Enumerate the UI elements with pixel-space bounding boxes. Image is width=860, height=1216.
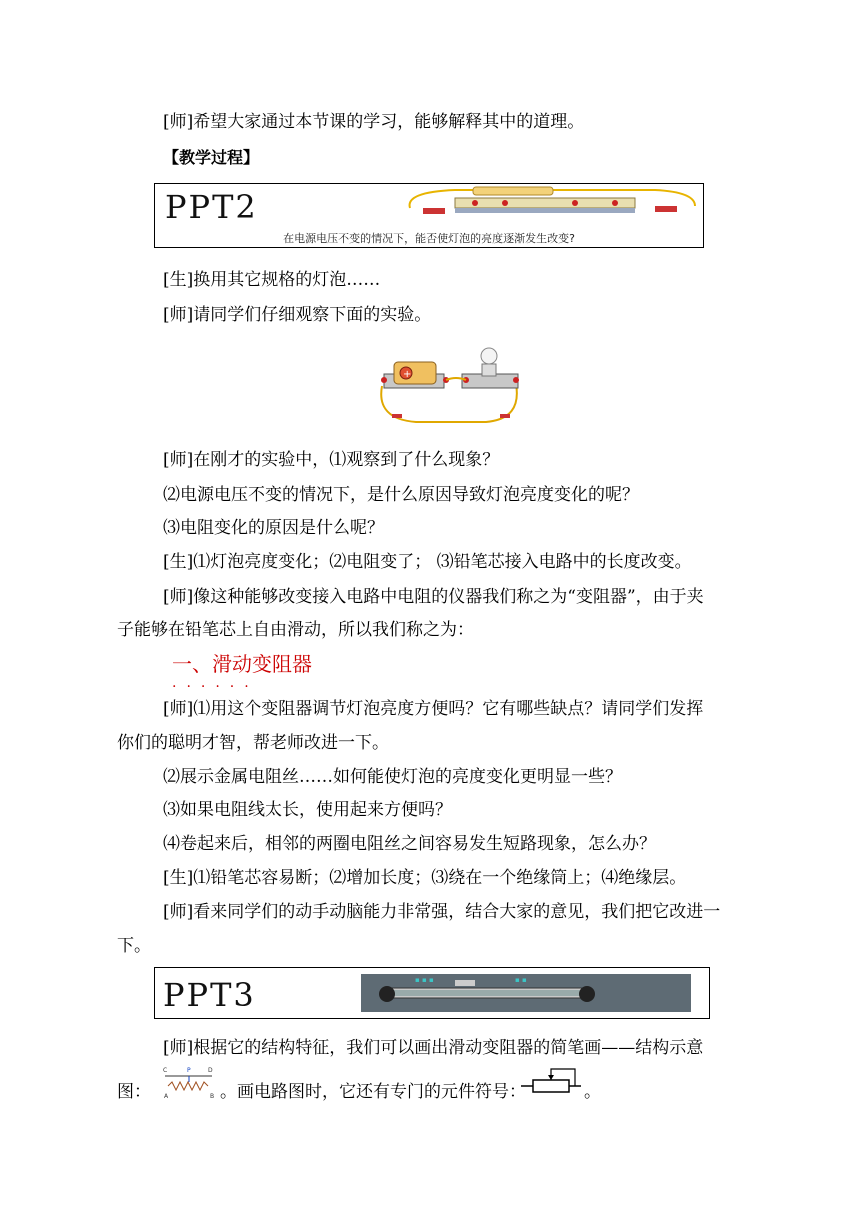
ppt2-slide: [154, 183, 704, 248]
paragraph-1: [师]希望大家通过本节课的学习，能够解释其中的道理。: [163, 112, 585, 132]
section-heading-teaching-process: 【教学过程】: [163, 148, 260, 167]
paragraph-12: ⑷卷起来后，相邻的两圈电阻丝之间容易发生短路现象，怎么办？: [163, 834, 656, 854]
circuit-experiment-image: [376, 344, 526, 428]
paragraph-15b-end: 。: [584, 1082, 601, 1102]
paragraph-9b: 你们的聪明才智，帮老师改进一下。: [117, 733, 389, 753]
paragraph-15b-prefix: 图：: [117, 1082, 151, 1102]
paragraph-14a: [师]看来同学们的动手动脑能力非常强，结合大家的意见，我们把它改进一: [163, 902, 721, 922]
terminal-b-label: B: [210, 1093, 215, 1100]
paragraph-8b: 子能够在铅笔芯上自由滑动，所以我们称之为：: [117, 620, 474, 640]
rheostat-circuit-symbol: [519, 1066, 583, 1096]
section-title-sliding-rheostat: 一、滑动变阻器: [172, 652, 312, 676]
paragraph-15b-middle: 。画电路图时，它还有专门的元件符号：: [220, 1082, 526, 1102]
paragraph-11: ⑶如果电阻线太长，使用起来方便吗？: [163, 800, 452, 820]
paragraph-15a: [师]根据它的结构特征，我们可以画出滑动变阻器的简笔画——结构示意: [163, 1038, 704, 1058]
paragraph-9a: [师]⑴用这个变阻器调节灯泡亮度方便吗？它有哪些缺点？请同学们发挥: [163, 699, 704, 719]
paragraph-2: [生]换用其它规格的灯泡……: [163, 270, 381, 290]
svg-text:▪ ▪: ▪ ▪: [515, 976, 527, 984]
paragraph-8a: [师]像这种能够改变接入电路中电阻的仪器我们称之为“变阻器”，由于夹: [163, 587, 704, 607]
paragraph-10: ⑵展示金属电阻丝……如何能使灯泡的亮度变化更明显一些？: [163, 767, 622, 787]
paragraph-3: [师]请同学们仔细观察下面的实验。: [163, 305, 432, 325]
emphasis-dots: ......: [172, 675, 259, 691]
ppt3-rheostat-illustration: [155, 968, 709, 1018]
ppt2-caption: 在电源电压不变的情况下，能否使灯泡的亮度逐渐发生改变?: [283, 232, 575, 245]
svg-text:▪ ▪ ▪: ▪ ▪ ▪: [415, 976, 434, 984]
paragraph-13: [生]⑴铅笔芯容易断；⑵增加长度；⑶绕在一个绝缘筒上；⑷绝缘层。: [163, 868, 687, 888]
paragraph-14b: 下。: [117, 936, 151, 956]
paragraph-4: [师]在刚才的实验中，⑴观察到了什么现象？: [163, 450, 500, 470]
rheostat-structure-sketch: [160, 1064, 218, 1100]
svg-text:+: +: [403, 369, 412, 380]
ppt3-title: PPT3: [163, 976, 256, 1014]
paragraph-7: [生]⑴灯泡亮度变化；⑵电阻变了； ⑶铅笔芯接入电路中的长度改变。: [163, 552, 692, 572]
terminal-a-label: A: [164, 1093, 169, 1100]
paragraph-6: ⑶电阻变化的原因是什么呢？: [163, 518, 384, 538]
terminal-d-label: D: [208, 1067, 213, 1074]
slider-p-label: P: [187, 1067, 191, 1074]
ppt3-slide: [154, 967, 710, 1019]
terminal-c-label: C: [163, 1067, 168, 1074]
ppt2-title: PPT2: [165, 188, 258, 226]
paragraph-5: ⑵电源电压不变的情况下，是什么原因导致灯泡亮度变化的呢？: [163, 485, 639, 505]
